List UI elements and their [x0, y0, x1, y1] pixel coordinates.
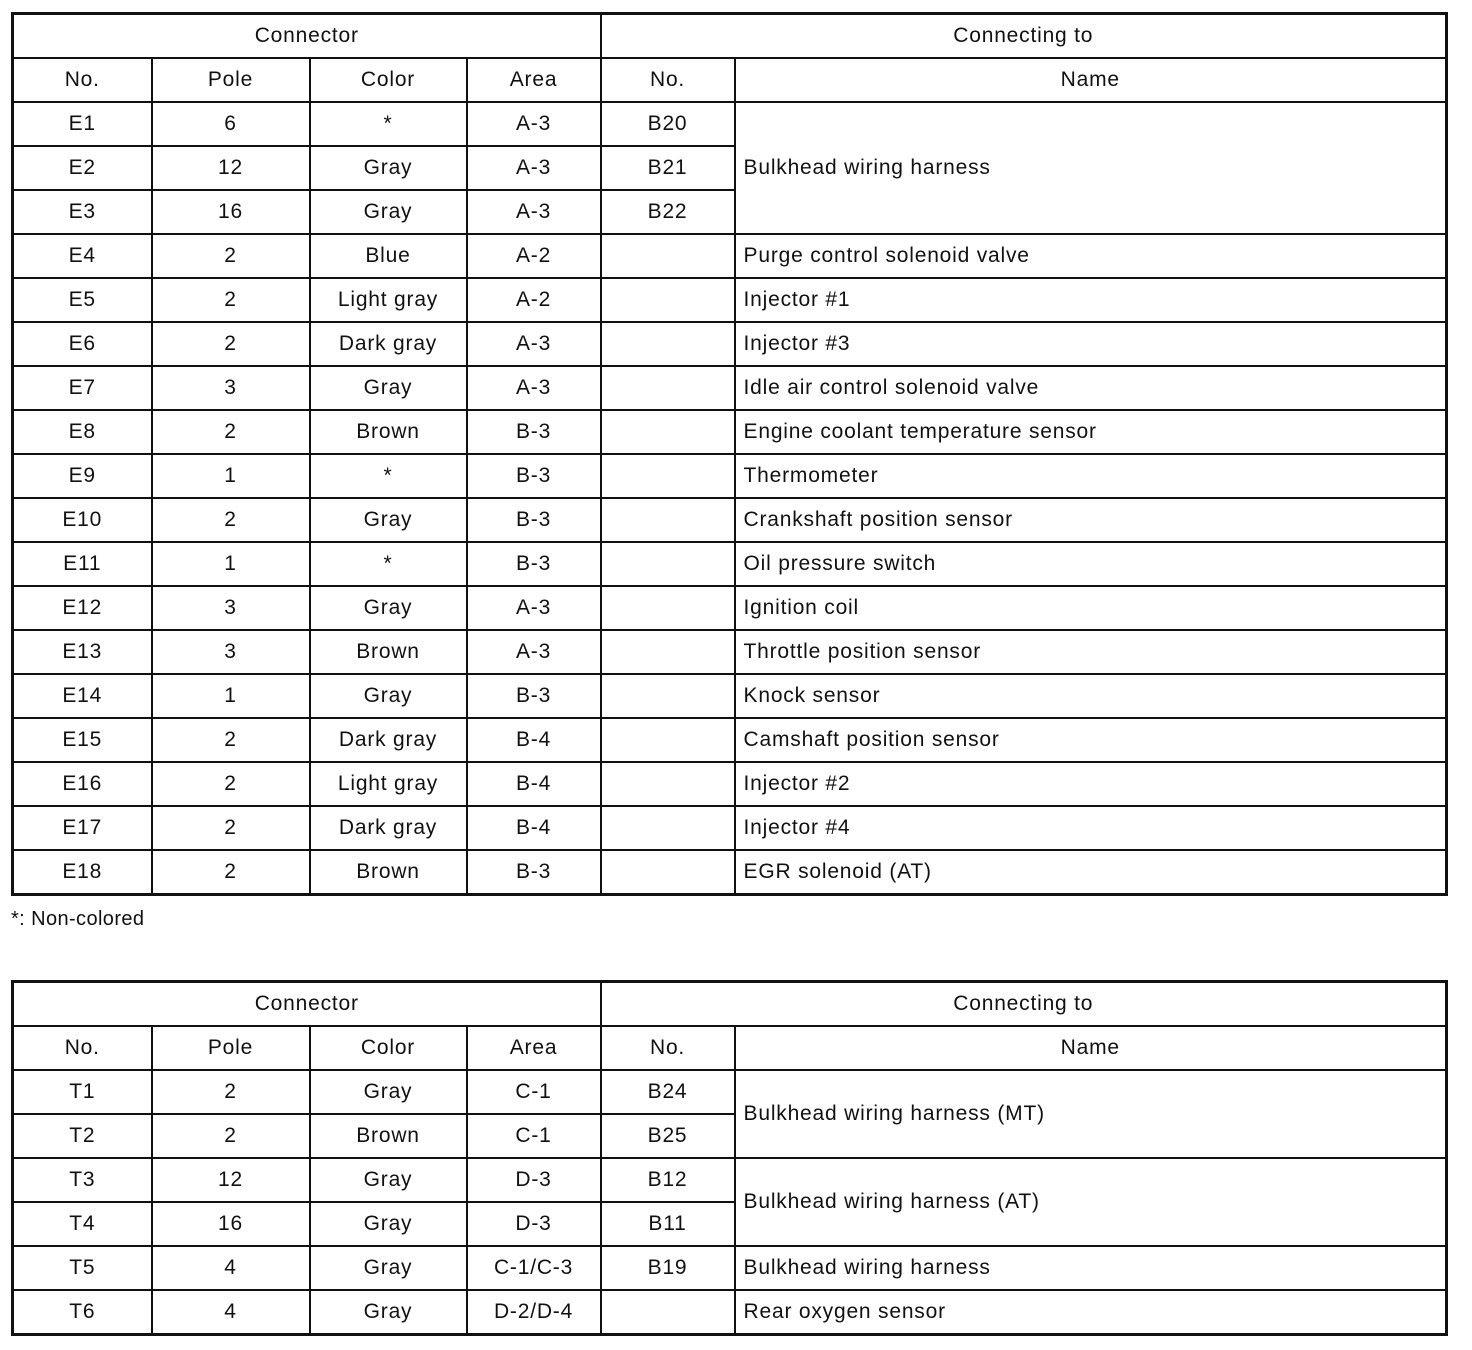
cell-name-merged: Bulkhead wiring harness — [735, 102, 1447, 234]
cell-pole: 2 — [152, 498, 310, 542]
cell-no: E7 — [13, 366, 152, 410]
table-row — [13, 762, 1447, 806]
cell-area: B-3 — [467, 850, 601, 895]
cell-area: A-3 — [467, 146, 601, 190]
cell-name: Injector #1 — [735, 278, 1447, 322]
table-row — [13, 102, 1447, 146]
cell-pole: 12 — [152, 146, 310, 190]
cell-name: Injector #4 — [735, 806, 1447, 850]
cell-pole: 2 — [152, 410, 310, 454]
cell-to-no — [601, 850, 735, 895]
cell-area: B-3 — [467, 410, 601, 454]
cell-area: A-3 — [467, 586, 601, 630]
col-color-header: Color — [310, 1026, 467, 1070]
cell-name: Crankshaft position sensor — [735, 498, 1447, 542]
cell-name: Thermometer — [735, 454, 1447, 498]
cell-pole: 2 — [152, 850, 310, 895]
cell-area: B-4 — [467, 762, 601, 806]
cell-to-no: B20 — [601, 102, 735, 146]
cell-no: E16 — [13, 762, 152, 806]
cell-name: Injector #2 — [735, 762, 1447, 806]
cell-no: E18 — [13, 850, 152, 895]
cell-no: E5 — [13, 278, 152, 322]
cell-to-no: B12 — [601, 1158, 735, 1202]
cell-area: B-3 — [467, 542, 601, 586]
cell-name: Throttle position sensor — [735, 630, 1447, 674]
cell-area: A-3 — [467, 190, 601, 234]
cell-no: T4 — [13, 1202, 152, 1246]
cell-color: Gray — [310, 586, 467, 630]
cell-name: EGR solenoid (AT) — [735, 850, 1447, 895]
cell-to-no — [601, 674, 735, 718]
table-row — [13, 718, 1447, 762]
cell-to-no — [601, 366, 735, 410]
connector-table-e — [11, 12, 1448, 896]
col-no-header: No. — [13, 58, 152, 102]
cell-area: B-3 — [467, 498, 601, 542]
cell-no: E9 — [13, 454, 152, 498]
cell-name: Engine coolant temperature sensor — [735, 410, 1447, 454]
cell-color: Gray — [310, 1246, 467, 1290]
col-area-header: Area — [467, 58, 601, 102]
cell-to-no: B25 — [601, 1114, 735, 1158]
cell-to-no: B22 — [601, 190, 735, 234]
col-name-header: Name — [735, 1026, 1447, 1070]
header-group-row — [13, 982, 1447, 1027]
cell-pole: 2 — [152, 718, 310, 762]
connector-header: Connector — [13, 982, 601, 1027]
cell-color: Brown — [310, 850, 467, 895]
table-row — [13, 454, 1447, 498]
col-area-header: Area — [467, 1026, 601, 1070]
cell-to-no — [601, 718, 735, 762]
cell-area: C-1 — [467, 1070, 601, 1114]
table-row — [13, 1158, 1447, 1202]
cell-area: A-3 — [467, 366, 601, 410]
cell-color: Gray — [310, 190, 467, 234]
cell-area: A-2 — [467, 234, 601, 278]
cell-color: Brown — [310, 1114, 467, 1158]
header-group-row — [13, 14, 1447, 59]
cell-color: * — [310, 102, 467, 146]
connector-table-t — [11, 980, 1448, 1336]
col-pole-header: Pole — [152, 58, 310, 102]
cell-no: E6 — [13, 322, 152, 366]
cell-to-no — [601, 542, 735, 586]
cell-name: Injector #3 — [735, 322, 1447, 366]
cell-area: B-4 — [467, 806, 601, 850]
cell-name-merged: Bulkhead wiring harness (MT) — [735, 1070, 1447, 1158]
cell-no: E2 — [13, 146, 152, 190]
cell-pole: 2 — [152, 322, 310, 366]
cell-color: Gray — [310, 674, 467, 718]
cell-pole: 3 — [152, 366, 310, 410]
cell-area: A-3 — [467, 630, 601, 674]
cell-to-no — [601, 498, 735, 542]
cell-no: E11 — [13, 542, 152, 586]
cell-pole: 1 — [152, 674, 310, 718]
col-color-header: Color — [310, 58, 467, 102]
connecting-to-header: Connecting to — [601, 982, 1447, 1027]
table-row — [13, 322, 1447, 366]
cell-color: Blue — [310, 234, 467, 278]
cell-pole: 2 — [152, 1070, 310, 1114]
cell-color: Brown — [310, 630, 467, 674]
cell-name: Purge control solenoid valve — [735, 234, 1447, 278]
cell-color: Gray — [310, 146, 467, 190]
cell-to-no — [601, 630, 735, 674]
cell-name: Bulkhead wiring harness — [735, 1246, 1447, 1290]
cell-name: Ignition coil — [735, 586, 1447, 630]
table-row — [13, 1070, 1447, 1114]
cell-pole: 2 — [152, 1114, 310, 1158]
cell-pole: 12 — [152, 1158, 310, 1202]
cell-no: E8 — [13, 410, 152, 454]
table-row — [13, 1290, 1447, 1335]
cell-color: Brown — [310, 410, 467, 454]
cell-to-no — [601, 410, 735, 454]
connecting-to-header: Connecting to — [601, 14, 1447, 59]
cell-name: Rear oxygen sensor — [735, 1290, 1447, 1335]
col-to-no-header: No. — [601, 58, 735, 102]
cell-area: D-3 — [467, 1202, 601, 1246]
table-row — [13, 806, 1447, 850]
cell-no: T3 — [13, 1158, 152, 1202]
cell-pole: 2 — [152, 762, 310, 806]
table-row — [13, 850, 1447, 895]
cell-color: Dark gray — [310, 718, 467, 762]
cell-to-no — [601, 1290, 735, 1335]
cell-pole: 16 — [152, 1202, 310, 1246]
table-row — [13, 630, 1447, 674]
table-row — [13, 674, 1447, 718]
column-header-row — [13, 1026, 1447, 1070]
cell-area: B-4 — [467, 718, 601, 762]
cell-pole: 2 — [152, 234, 310, 278]
cell-no: E14 — [13, 674, 152, 718]
cell-area: C-1/C-3 — [467, 1246, 601, 1290]
cell-name: Knock sensor — [735, 674, 1447, 718]
cell-to-no: B21 — [601, 146, 735, 190]
table-row — [13, 1246, 1447, 1290]
cell-color: * — [310, 542, 467, 586]
table-row — [13, 586, 1447, 630]
cell-no: T5 — [13, 1246, 152, 1290]
cell-pole: 2 — [152, 278, 310, 322]
cell-name: Camshaft position sensor — [735, 718, 1447, 762]
cell-no: E4 — [13, 234, 152, 278]
cell-area: C-1 — [467, 1114, 601, 1158]
cell-to-no — [601, 278, 735, 322]
cell-to-no — [601, 762, 735, 806]
cell-to-no — [601, 322, 735, 366]
cell-pole: 4 — [152, 1290, 310, 1335]
cell-to-no — [601, 234, 735, 278]
cell-color: Light gray — [310, 278, 467, 322]
cell-pole: 16 — [152, 190, 310, 234]
cell-to-no: B11 — [601, 1202, 735, 1246]
column-header-row — [13, 58, 1447, 102]
cell-color: Gray — [310, 1202, 467, 1246]
cell-area: A-3 — [467, 102, 601, 146]
cell-area: B-3 — [467, 454, 601, 498]
cell-name: Idle air control solenoid valve — [735, 366, 1447, 410]
table-row — [13, 278, 1447, 322]
cell-to-no — [601, 454, 735, 498]
cell-no: E12 — [13, 586, 152, 630]
cell-no: E1 — [13, 102, 152, 146]
cell-area: A-3 — [467, 322, 601, 366]
connector-header: Connector — [13, 14, 601, 59]
cell-color: Gray — [310, 366, 467, 410]
table-row — [13, 234, 1447, 278]
cell-color: Dark gray — [310, 806, 467, 850]
cell-no: T6 — [13, 1290, 152, 1335]
cell-to-no: B19 — [601, 1246, 735, 1290]
cell-color: Light gray — [310, 762, 467, 806]
cell-pole: 4 — [152, 1246, 310, 1290]
cell-area: D-3 — [467, 1158, 601, 1202]
cell-color: Gray — [310, 498, 467, 542]
cell-pole: 2 — [152, 806, 310, 850]
cell-color: Dark gray — [310, 322, 467, 366]
cell-name: Oil pressure switch — [735, 542, 1447, 586]
cell-no: E13 — [13, 630, 152, 674]
table-row — [13, 410, 1447, 454]
cell-pole: 3 — [152, 586, 310, 630]
cell-color: Gray — [310, 1158, 467, 1202]
cell-no: E15 — [13, 718, 152, 762]
table-row — [13, 498, 1447, 542]
table-row — [13, 366, 1447, 410]
cell-pole: 1 — [152, 454, 310, 498]
cell-area: D-2/D-4 — [467, 1290, 601, 1335]
cell-no: E3 — [13, 190, 152, 234]
cell-to-no: B24 — [601, 1070, 735, 1114]
table-row — [13, 542, 1447, 586]
col-name-header: Name — [735, 58, 1447, 102]
cell-name-merged: Bulkhead wiring harness (AT) — [735, 1158, 1447, 1246]
cell-color: Gray — [310, 1290, 467, 1335]
cell-to-no — [601, 586, 735, 630]
col-pole-header: Pole — [152, 1026, 310, 1070]
cell-no: T1 — [13, 1070, 152, 1114]
cell-area: A-2 — [467, 278, 601, 322]
cell-color: * — [310, 454, 467, 498]
cell-area: B-3 — [467, 674, 601, 718]
cell-no: E10 — [13, 498, 152, 542]
cell-pole: 3 — [152, 630, 310, 674]
col-to-no-header: No. — [601, 1026, 735, 1070]
cell-to-no — [601, 806, 735, 850]
footnote-non-colored: *: Non-colored — [11, 908, 145, 930]
cell-no: T2 — [13, 1114, 152, 1158]
cell-pole: 6 — [152, 102, 310, 146]
cell-color: Gray — [310, 1070, 467, 1114]
cell-no: E17 — [13, 806, 152, 850]
col-no-header: No. — [13, 1026, 152, 1070]
cell-pole: 1 — [152, 542, 310, 586]
